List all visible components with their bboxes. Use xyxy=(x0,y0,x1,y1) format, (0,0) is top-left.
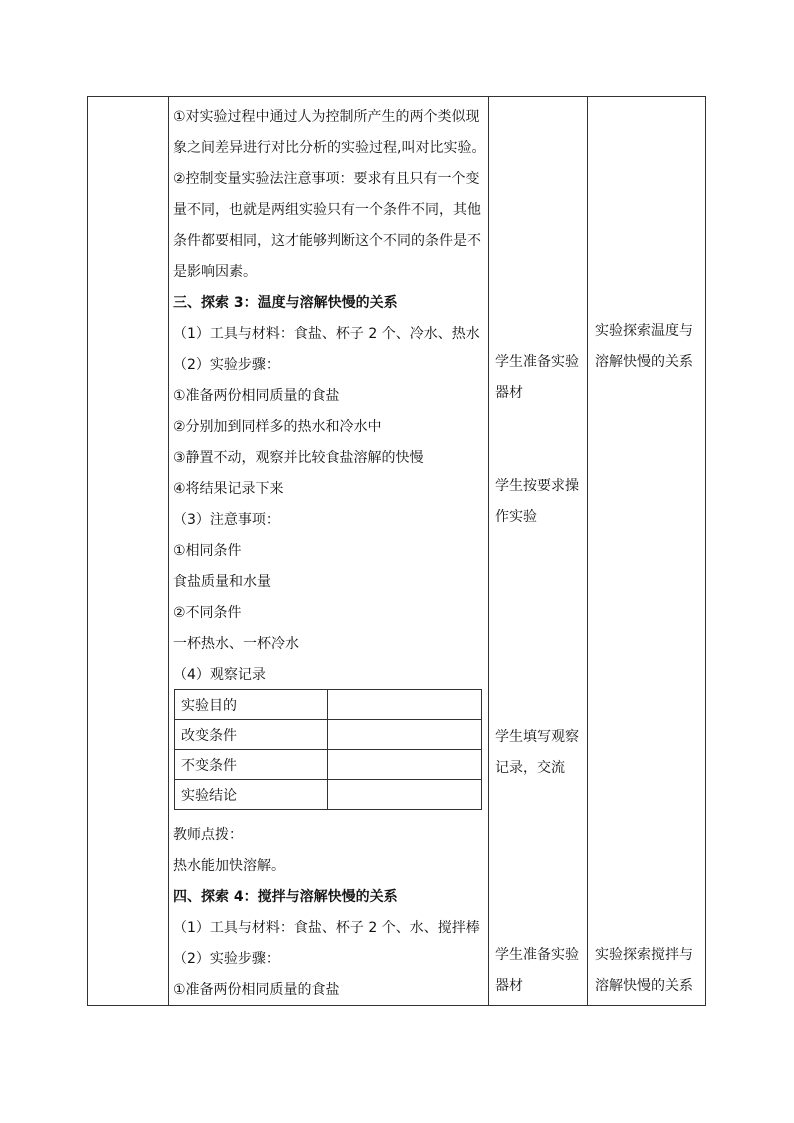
student-activity-line: 学生填写观察 xyxy=(495,729,579,745)
content-line: （2）实验步骤： xyxy=(173,357,280,373)
content-line: ①准备两份相同质量的食盐 xyxy=(173,388,340,404)
student-activity-line: 作实验 xyxy=(495,509,537,525)
table-row xyxy=(175,720,482,750)
content-line: 教师点拨： xyxy=(173,827,243,843)
content-line: 食盐质量和水量 xyxy=(173,574,271,590)
content-line: ①相同条件 xyxy=(173,543,242,559)
student-activity xyxy=(495,722,579,784)
content-line: （3）注意事项： xyxy=(173,512,280,528)
table-value-cell xyxy=(328,750,482,780)
table-label-cell: 实验结论 xyxy=(175,780,328,810)
design-intent-line: 实验探索温度与 xyxy=(595,323,693,339)
content-line: ②不同条件 xyxy=(173,605,242,621)
content-line: 是影响因素。 xyxy=(173,264,257,280)
table-label-cell: 实验目的 xyxy=(175,690,328,720)
content-line: （2）实验步骤： xyxy=(173,951,280,967)
table-label-cell: 不变条件 xyxy=(175,750,328,780)
student-activity xyxy=(495,347,579,409)
table-row xyxy=(175,750,482,780)
lesson-table xyxy=(87,96,706,1006)
content-line: ③静置不动，观察并比较食盐溶解的快慢 xyxy=(173,450,424,466)
student-activity xyxy=(495,471,579,533)
design-intent xyxy=(595,316,693,378)
design-intent-line: 溶解快慢的关系 xyxy=(595,354,693,370)
content-line: （4）观察记录 xyxy=(173,667,266,683)
table-value-cell xyxy=(328,720,482,750)
student-activity-line: 学生准备实验 xyxy=(495,947,579,963)
table-label-cell: 改变条件 xyxy=(175,720,328,750)
observation-record-table xyxy=(174,689,482,810)
column-divider xyxy=(488,97,489,1005)
student-activity-line: 器材 xyxy=(495,385,523,401)
content-line: （1）工具与材料：食盐、杯子 2 个、冷水、热水 xyxy=(173,326,480,342)
student-activity-line: 记录，交流 xyxy=(495,760,565,776)
table-value-cell xyxy=(328,780,482,810)
section-heading: 三、探索 3：温度与溶解快慢的关系 xyxy=(173,295,398,311)
content-line: 一杯热水、一杯冷水 xyxy=(173,636,299,652)
design-intent xyxy=(595,940,693,1002)
design-intent-line: 溶解快慢的关系 xyxy=(595,978,693,994)
table-value-cell xyxy=(328,690,482,720)
content-line: ④将结果记录下来 xyxy=(173,481,284,497)
content-line: ②分别加到同样多的热水和冷水中 xyxy=(173,419,382,435)
student-activity-line: 学生按要求操 xyxy=(495,478,579,494)
content-line: 象之间差异进行对比分析的实验过程,叫对比实验。 xyxy=(173,140,486,156)
content-line: （1）工具与材料：食盐、杯子 2 个、水、搅拌棒 xyxy=(173,920,480,936)
content-line: 条件都要相同，这才能够判断这个不同的条件是不 xyxy=(173,233,481,249)
student-activity-line: 器材 xyxy=(495,978,523,994)
design-intent-line: 实验探索搅拌与 xyxy=(595,947,693,963)
student-activity xyxy=(495,940,579,1002)
column-divider xyxy=(168,97,169,1005)
section-heading: 四、探索 4：搅拌与溶解快慢的关系 xyxy=(173,889,398,905)
table-row xyxy=(175,780,482,810)
student-activity-line: 学生准备实验 xyxy=(495,354,579,370)
content-line: ②控制变量实验法注意事项：要求有且只有一个变 xyxy=(173,171,480,187)
content-line: 热水能加快溶解。 xyxy=(173,858,285,874)
table-row xyxy=(175,690,482,720)
content-line: ①准备两份相同质量的食盐 xyxy=(173,982,340,998)
content-line: 量不同，也就是两组实验只有一个条件不同，其他 xyxy=(173,202,481,218)
column-divider xyxy=(587,97,588,1005)
content-line: ①对实验过程中通过人为控制所产生的两个类似现 xyxy=(173,109,480,125)
